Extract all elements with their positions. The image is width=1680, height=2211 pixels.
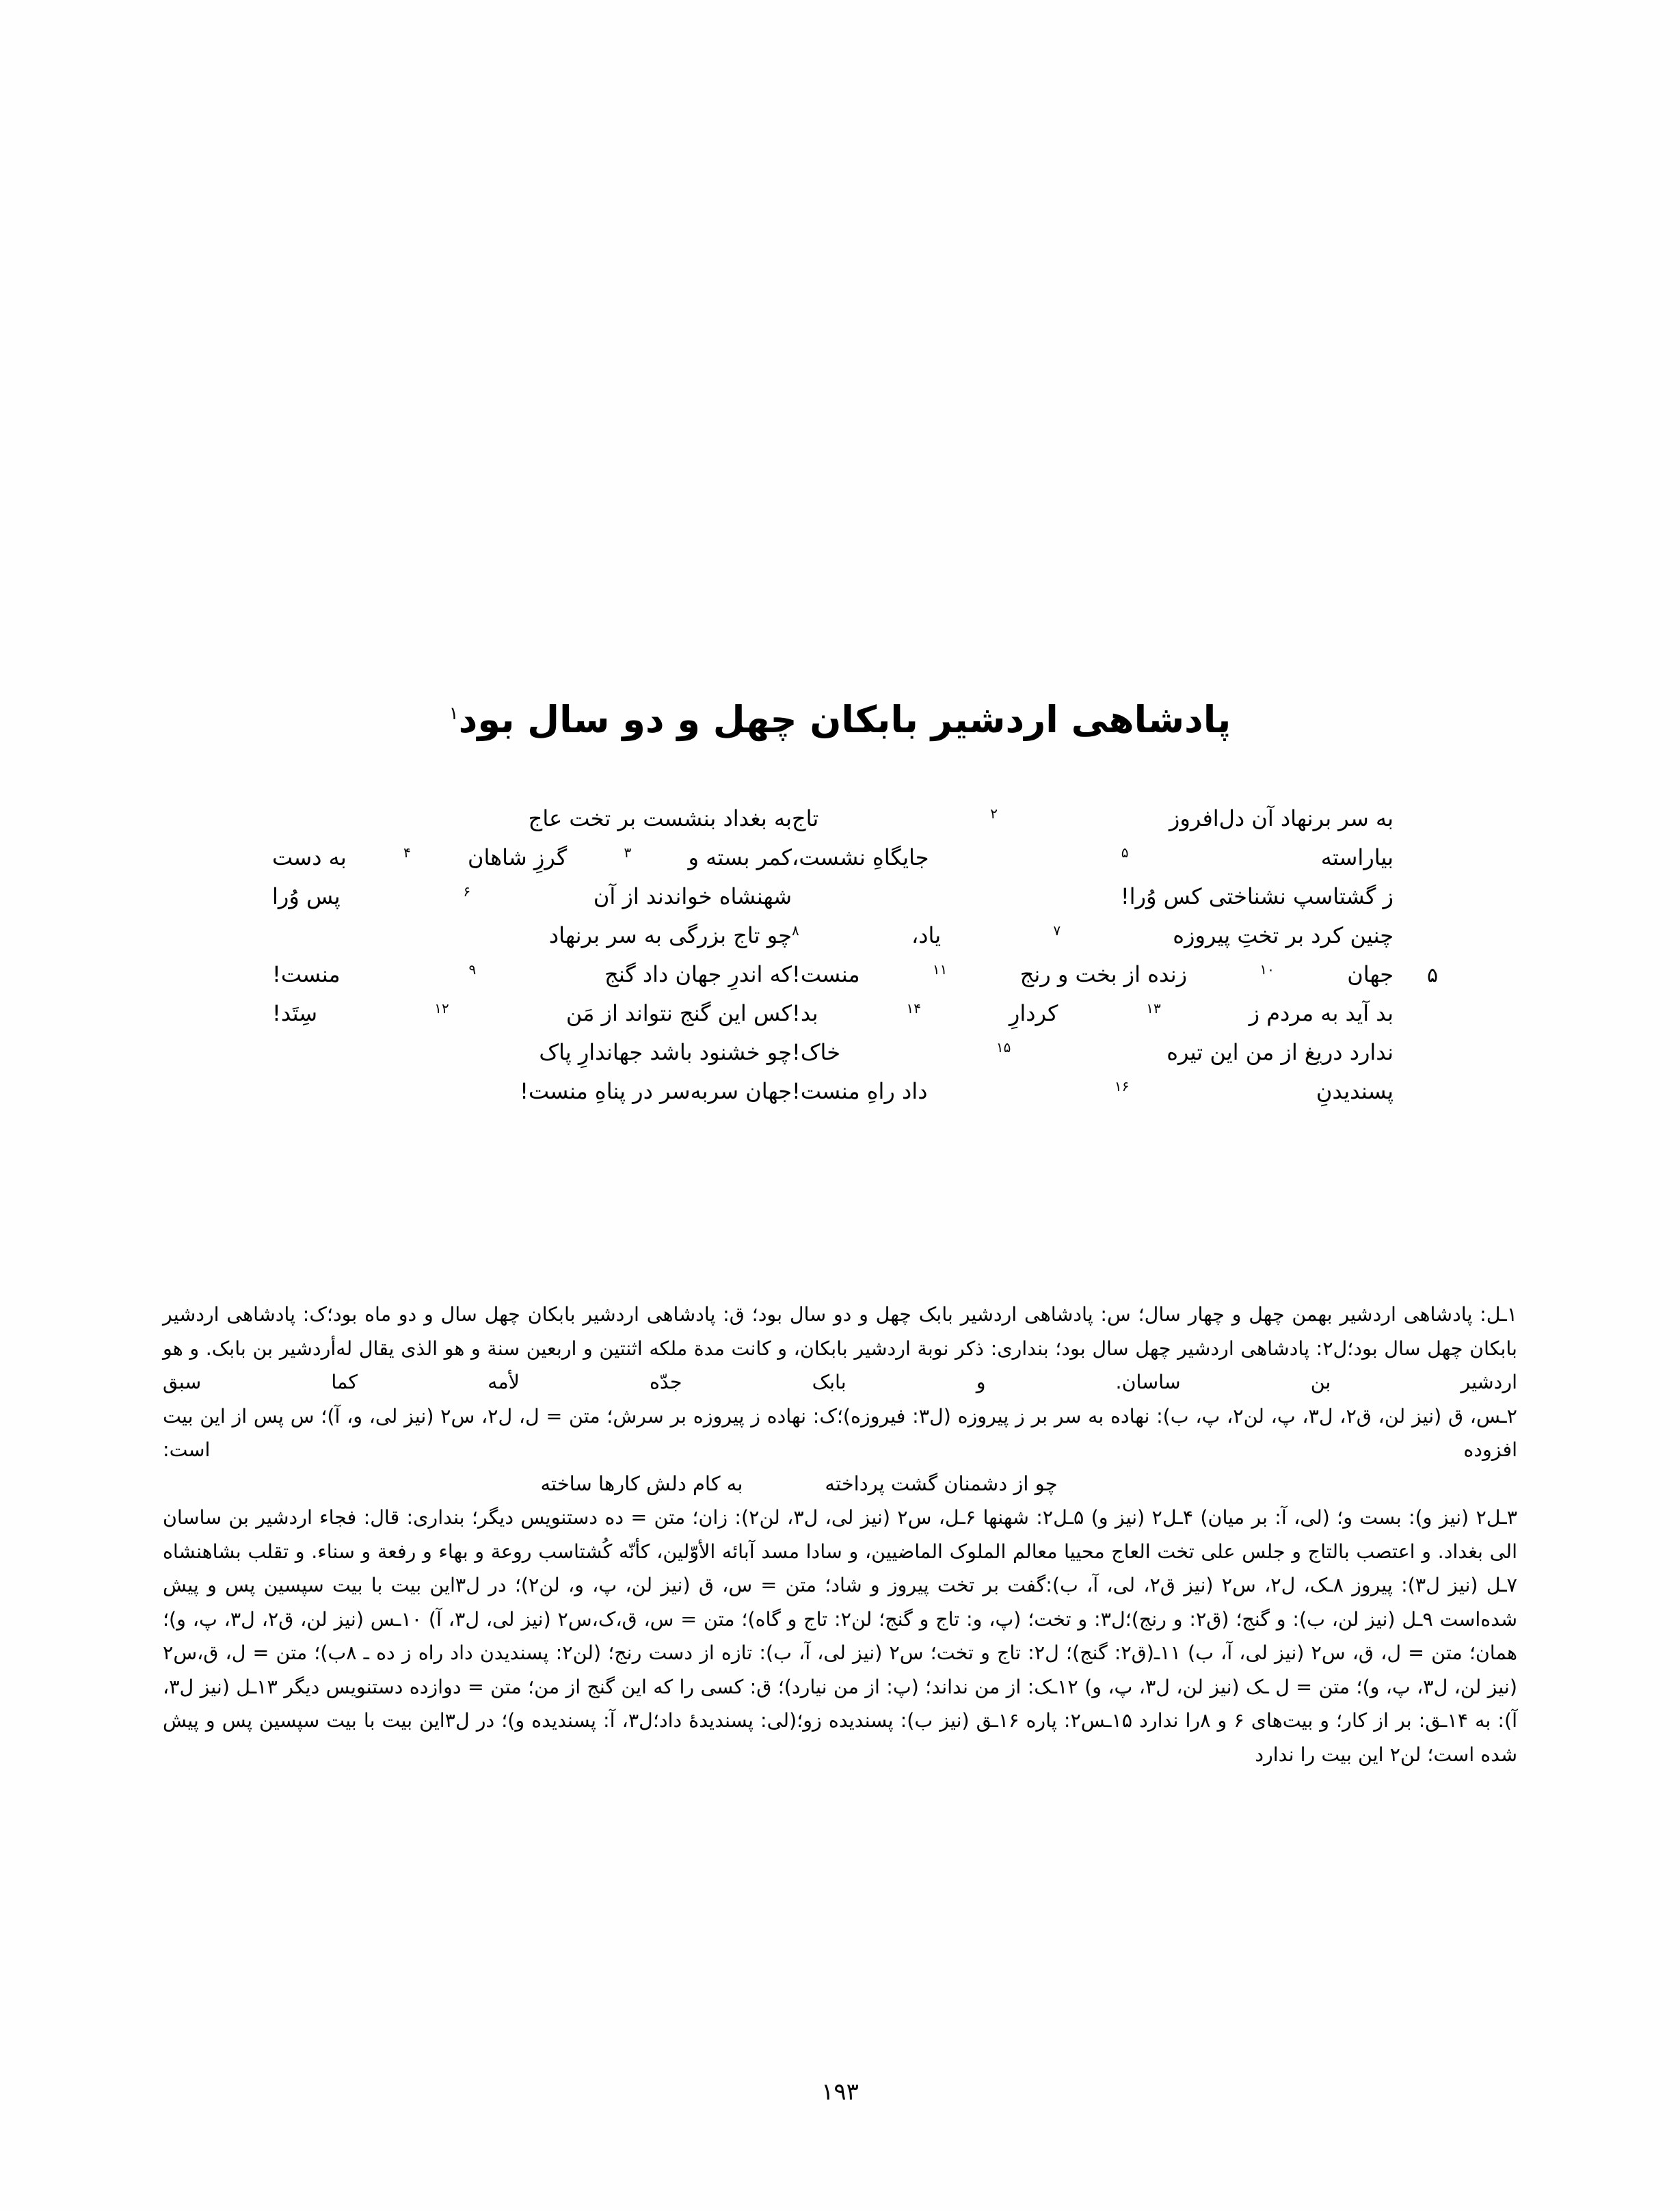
verse-hemistich-first [265,844,792,870]
apparatus-note-3: ۳ـل۲ (نیز و): بست و؛ (لی، آ: بر میان) ۴ـل۲ (نیز و) ۵ـل۲: شهنها ۶ـل، س۲ (نیز لی، ل۳، لن۲): زان؛ متن = ده دستنویس دیگر؛ بنداری: قال: فجاء اردشیر بن ساسان الی بغداد. و اعتصب بالتاج و جلس علی تخت العاج محییا معالم الملوک الماضیین، و سادا مسد آبائه الأوّلین، کأنّه کُشتاسب روعة و بهاء و رفعة و سناء. و تقلب بشاهنشاه ۷ـل (نیز ل۳): پیروز ۸ـک، ل۲، س۲ (نیز ق۲، لی، آ، ب):گفت بر تخت پیروز و شاد؛ متن = س، ق (نیز لن، پ، و، لن۲)؛ در ل۳این بیت با بیت سپسین پس و پیش شده‌است ۹ـل (نیز لن، ب): و گنج؛ (ق۲: و رنج)؛ل۳: و تخت؛ (پ، و: تاج و گنج؛ لن۲: تاج و گاه)؛ متن = س، ق،ک،س۲ (نیز لی، ل۳، آ) ۱۰ـس (نیز لن، ق۲، ل۳، پ، و)؛ همان؛ متن = ل، ق، س۲ (نیز لی، آ، ب) ۱۱ـ(ق۲: گنج)؛ ل۲: تاج و تخت؛ س۲ (نیز لی، آ، ب): تازه از دست رنج؛ (لن۲: پسندیدن داد راه ز ده ـ ۸ب)؛ متن = ل، ق،س۲ (نیز لن، ل۳، پ، و)؛ متن = ل ـک (نیز لن، ل۳، پ، و) ۱۲ـک: از من نداند؛ (پ: از من نیارد)؛ ق: کسی را که این گنج از من؛ متن = دوازده دستنویس دیگر ۱۳ـل (نیز ل۳، آ): به ۱۴ـق: بر از کار؛ و بیت‌های ۶ و ۸را ندارد ۱۵ـس۲: پاره ۱۶ـق (نیز ب): پسندیده زو؛(لی: پسندیدهٔ داد؛ل۳، آ: پسندیده و)؛ در ل۳این بیت با بیت سپسین پس و پیش شده است؛ لن۲ این بیت را ندارد [163,1506,1518,1766]
verse-hemistich-second [792,883,1414,909]
note-marker: ۱۳ [1146,1000,1161,1017]
page-title-note-marker: ۱ [449,704,459,725]
hemistich-text: جهان [1347,961,1394,987]
hemistich-tail: بد! [792,1000,818,1026]
hemistich-text: به بغداد بنشست بر تخت عاج [528,805,792,831]
verse-row [229,922,1451,961]
hemistich-text: ندارد دریغ از من این تیره [1166,1039,1394,1065]
hemistich-text: شهنشاه خواندند از آن [593,883,792,909]
note-marker: ۷ [1053,922,1061,939]
note-marker: ۳ [624,844,632,861]
apparatus-inset-verse [163,1467,1517,1501]
hemistich-text: چو خشنود باشد جهاندارِ پاک [539,1039,792,1065]
hemistich-text: بیاراسته [1320,844,1394,870]
hemistich-mid: کردارِ [1009,1000,1058,1026]
hemistich-text: پسندیدنِ [1316,1078,1394,1104]
verse-hemistich-first [265,883,792,909]
note-marker: ۹ [468,961,477,978]
hemistich-tail: خاک! [792,1039,841,1065]
hemistich-text: چو تاج بزرگی به سر برنهاد [548,922,792,948]
note-marker: ۴ [403,844,411,861]
hemistich-mid: زنده از بخت و رنج [1019,961,1188,987]
note-marker: ۶ [463,883,471,900]
apparatus-note-1: ۱ـل: پادشاهی اردشیر بهمن چهل و چهار سال؛ س: پادشاهی اردشیر بابک چهل و دو سال بود؛ ق: پادشاهی اردشیر بابکان چهل سال و دو ماه بود؛ک: پادشاهی اردشیر بابکان چهل سال بود؛ل۲: پادشاهی اردشیر چهل سال بود؛ بنداری: ذکر نوبة اردشیر بابکان، و کانت مدة ملکه اثنتین و اربعین سنة و هو الذی یقال له‌أردشیر بن بابک. و هو اردشیر بن ساسان. و بابک جدّه لأمه کما سبق [163,1303,1517,1393]
verse-hemistich-first [265,805,792,831]
verse-row [229,1078,1451,1117]
note-marker: ۱۱ [932,961,948,978]
verse-hemistich-second [792,922,1414,948]
note-marker: ۱۶ [1114,1078,1130,1095]
verse-hemistich-first [265,961,792,987]
verse-hemistich-first [265,1039,792,1065]
hemistich-tail: جایگاهِ نشست، [792,844,929,870]
hemistich-text: بد آید به مردم ز [1249,1000,1394,1026]
verse-hemistich-first [265,1000,792,1026]
hemistich-tail: منست! [792,961,860,987]
verse-hemistich-second [792,1000,1414,1026]
hemistich-text: کمر بسته و [688,844,792,870]
note-marker: ۵ [1121,844,1129,861]
hemistich-tail: تاج [792,805,819,831]
inset-hemistich-first: چو از دشمنان گشت پرداخته [825,1471,1058,1495]
hemistich-tail: داد راهِ منست! [792,1078,928,1104]
note-marker: ۱۴ [906,1000,921,1017]
hemistich-text: کس این گنج نتواند از مَن [565,1000,792,1026]
critical-apparatus [163,1298,1517,1771]
verse-hemistich-second [792,805,1414,831]
verse-hemistich-first [265,922,792,948]
note-marker: ۲ [990,805,998,822]
verse-row [229,1039,1451,1078]
page-title-text: پادشاهی اردشیر بابکان چهل و دو سال بود [458,698,1231,742]
hemistich-tail: سِتَد! [272,1000,318,1026]
hemistich-text: ز گشتاسپ نشناختی کس وُرا! [1120,883,1394,909]
hemistich-tail: به دست [272,844,347,870]
apparatus-note-2: ۲ـس، ق (نیز لن، ق۲، ل۳، پ، لن۲، پ، ب): نهاده به سر بر ز پیروزه (ل۳: فیروزه)؛ک: نهاده ز پیروزه بر سرش؛ متن = ل، ل۲، س۲ (نیز لی، و، آ)؛ س پس از این بیت افزوده است: [163,1404,1517,1461]
note-marker: ۱۵ [996,1039,1011,1056]
hemistich-text: جهان سربه‌سر در پناهِ منست! [520,1078,792,1104]
verse-row [229,805,1451,844]
note-marker: ۱۲ [434,1000,449,1017]
note-marker: ۸ [792,922,799,939]
verse-hemistich-first [265,1078,792,1104]
verse-block [229,805,1451,1117]
note-marker: ۱۰ [1259,961,1275,978]
page-title [0,698,1680,741]
verse-hemistich-second [792,844,1414,870]
hemistich-mid: گرزِ شاهان [468,844,568,870]
hemistich-text: که اندرِ جهان داد گنج [604,961,792,987]
verse-line-number: ۵ [1426,963,1439,987]
verse-row [229,844,1451,883]
verse-hemistich-second [792,1078,1414,1104]
hemistich-tail: منست! [272,961,341,987]
verse-row [229,883,1451,922]
hemistich-tail: پس وُرا [272,883,341,909]
inset-hemistich-second: به کام دلش کارها ساخته [540,1471,743,1495]
hemistich-text: به سر برنهاد آن دل‌افروز [1169,805,1394,831]
verse-row [229,1000,1451,1039]
hemistich-text: چنین کرد بر تختِ پیروزه [1173,922,1394,948]
verse-hemistich-second [792,1039,1414,1065]
verse-hemistich-second [792,961,1414,987]
hemistich-tail: یاد، [911,922,942,948]
page-number: ۱۹۳ [821,2078,859,2106]
verse-row [229,961,1451,1000]
